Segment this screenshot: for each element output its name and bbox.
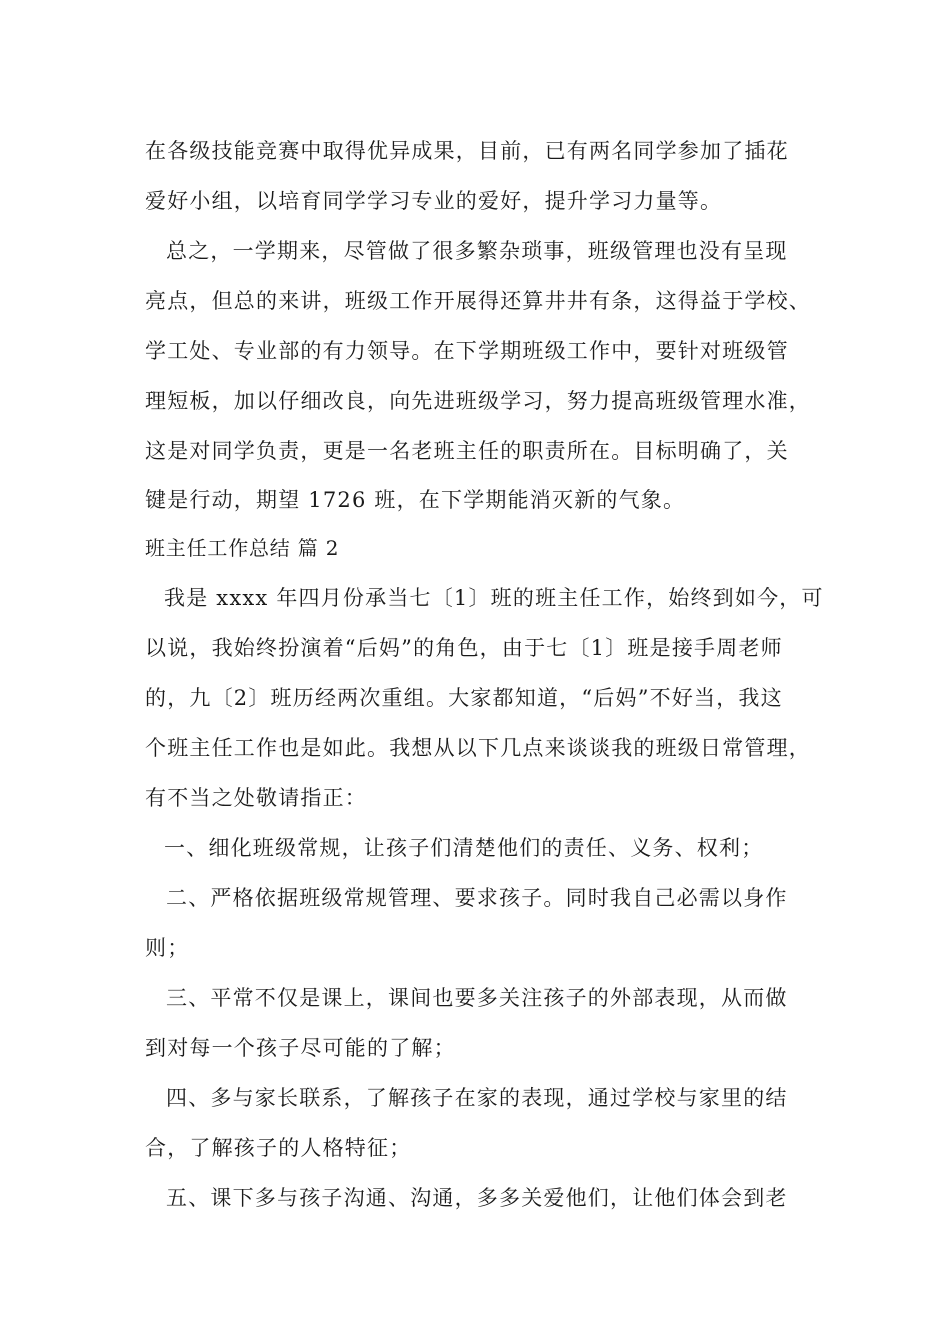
paragraph-line: 个班主任工作也是如此。我想从以下几点来谈谈我的班级日常管理，	[145, 736, 811, 760]
paragraph-line: 爱好小组，以培育同学学习专业的爱好，提升学习力量等。	[145, 189, 723, 213]
paragraph-line: 以说，我始终扮演着“后妈”的角色，由于七〔1〕班是接手周老师	[145, 636, 783, 660]
list-item-line: 三、平常不仅是课上，课间也要多关注孩子的外部表现，从而做	[166, 986, 788, 1010]
section-heading: 班主任工作总结 篇 2	[145, 536, 340, 560]
paragraph-line: 这是对同学负责，更是一名老班主任的职责所在。目标明确了，关	[145, 439, 789, 463]
list-item-line: 五、课下多与孩子沟通、沟通，多多关爱他们，让他们体会到老	[166, 1186, 788, 1210]
paragraph-line: 学工处、专业部的有力领导。在下学期班级工作中，要针对班级管	[145, 339, 789, 363]
paragraph-line: 总之，一学期来，尽管做了很多繁杂琐事，班级管理也没有呈现	[166, 239, 788, 263]
paragraph-line: 在各级技能竞赛中取得优异成果，目前，已有两名同学参加了插花	[145, 139, 789, 163]
list-item-line: 合，了解孩子的人格特征；	[145, 1136, 412, 1160]
list-item-line: 二、严格依据班级常规管理、要求孩子。同时我自己必需以身作	[166, 886, 788, 910]
paragraph-line: 我是 xxxx 年四月份承当七〔1〕班的班主任工作，始终到如今，可	[164, 586, 824, 610]
paragraph-line: 的，九〔2〕班历经两次重组。大家都知道，“后妈”不好当，我这	[145, 686, 783, 710]
paragraph-line: 键是行动，期望 1726 班，在下学期能消灭新的气象。	[145, 488, 686, 512]
paragraph-line: 理短板，加以仔细改良，向先进班级学习，努力提高班级管理水准，	[145, 389, 811, 413]
paragraph-line: 有不当之处敬请指正：	[145, 786, 367, 810]
paragraph-line: 亮点，但总的来讲，班级工作开展得还算井井有条，这得益于学校、	[145, 289, 811, 313]
list-item-line: 四、多与家长联系，了解孩子在家的表现，通过学校与家里的结	[166, 1086, 788, 1110]
list-item-line: 则；	[145, 936, 190, 960]
list-item-line: 一、细化班级常规，让孩子们清楚他们的责任、义务、权利；	[164, 836, 764, 860]
list-item-line: 到对每一个孩子尽可能的了解；	[145, 1036, 456, 1060]
